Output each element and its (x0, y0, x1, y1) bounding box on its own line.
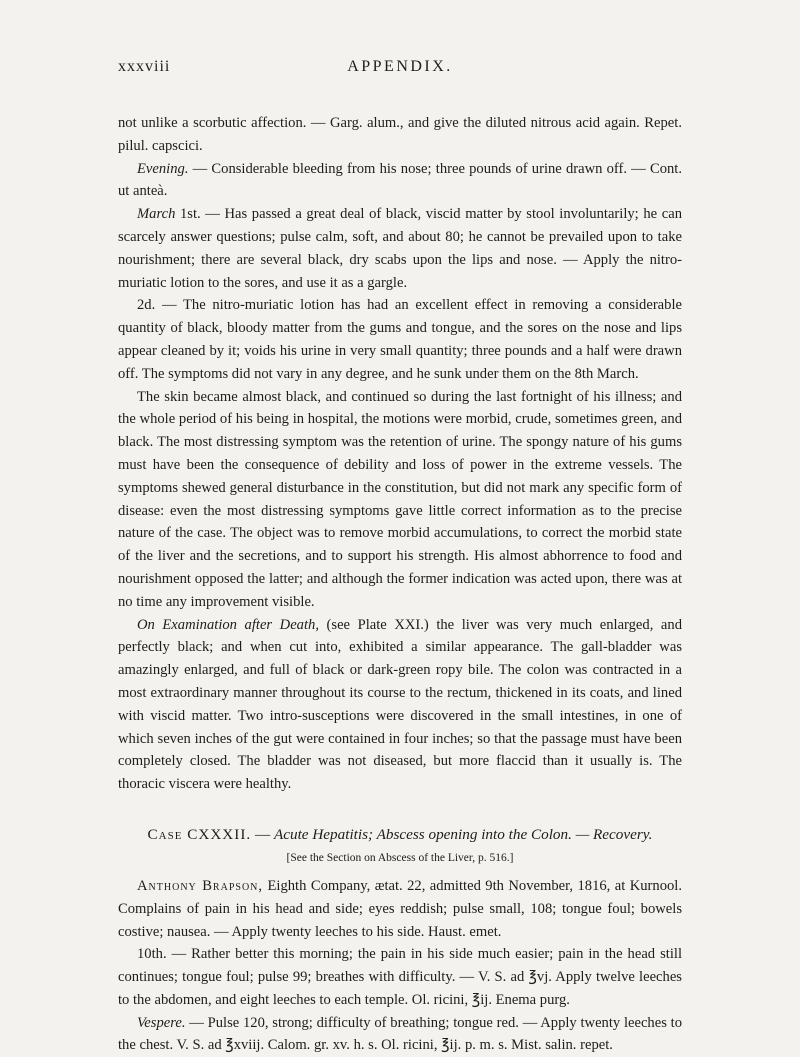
page-number: xxxviii (118, 58, 171, 75)
paragraph-text: — Considerable bleeding from his nose; three pounds of urine drawn off. — Cont. ut anteà. (118, 160, 682, 200)
paragraph (118, 386, 682, 614)
case-title: Acute Hepatitis; Abscess opening into the Colon. — Recovery. (273, 825, 653, 843)
paragraph (118, 158, 682, 204)
body-text (118, 112, 682, 1057)
section-lead: On Examination after Death, (137, 616, 319, 633)
paragraph (118, 614, 682, 796)
entry-date: March (137, 206, 176, 223)
case-heading (118, 824, 682, 846)
patient-name: Anthony Brapson, (137, 877, 264, 894)
entry-date: Evening. (137, 160, 189, 177)
paragraph-text: 1st. — Has passed a great deal of black, viscid matter by stool involuntarily; he can scarcely answer questions; pulse calm, soft, and about 80; he cannot be prevailed upon to take nourishment; there are several black, dry scabs upon the lips and nose. — Apply the nitro-muriatic lotion to the sores, and use it as a gargle. (118, 206, 682, 291)
case-dash: — (251, 825, 274, 843)
paragraph (118, 943, 682, 1011)
paragraph-text: — Pulse 120, strong; difficulty of breathing; tongue red. — Apply twenty leeches to the chest. V. S. ad ℥xviij. Calom. gr. xv. h. s. Ol. ricini, ℥ij. p. m. s. Mist. salin. repet. (118, 1014, 682, 1054)
paragraph (118, 112, 682, 158)
paragraph-text: 10th. — Rather better this morning; the pain in his side much easier; pain in the head still continues; tongue foul; pulse 99; breathes with difficulty. — V. S. ad ℥vj. Apply twelve leeches to the abdomen, and eight leeches to each temple. Ol. ricini, ℥ij. Enema purg. (118, 946, 682, 1008)
paragraph-text: not unlike a scorbutic affection. — Garg. alum., and give the diluted nitrous acid again. Repet. pilul. capscici. (118, 115, 682, 154)
paragraph-text: 2d. — The nitro-muriatic lotion has had an excellent effect in removing a considerable quantity of black, bloody matter from the gums and tongue, and the sores on the nose and lips appear cleaned by it; voids his urine in very small quantity; three pounds and a half were drawn off. The symptoms did not vary in any degree, and he sunk under them on the 8th March. (118, 297, 682, 382)
running-head: APPENDIX. (347, 58, 453, 75)
paragraph (118, 1012, 682, 1057)
paragraph (118, 875, 682, 943)
case-number: Case CXXXII. (147, 825, 252, 843)
paragraph-text: Eighth Company, ætat. 22, admitted 9th November, 1816, at Kurnool. Complains of pain in his head and side; eyes reddish; pulse small, 108; tongue foul; bowels costive; nausea. — Apply twenty leeches to his side. Haust. emet. (118, 877, 683, 940)
entry-date: Vespere. (137, 1014, 186, 1031)
page-header (118, 58, 682, 82)
cross-reference: [See the Section on Abscess of the Liver, p. 516.] (286, 851, 514, 864)
paragraph-text: (see Plate XXI.) the liver was very much enlarged, and perfectly black; and when cut into, exhibited a similar appearance. The gall-bladder was amazingly enlarged, and full of black or dark-green ropy bile. The colon was contracted in a most extraordinary manner throughout its course to the rectum, thickened in its coats, and lined with viscid matter. Two intro-susceptions were discovered in the small intestines, in one of which seven inches of the gut were contained in four inches; so that the passage must have been completely closed. The bladder was not diseased, but more flaccid than it usually is. The thoracic viscera were healthy. (118, 616, 682, 793)
paragraph (118, 294, 682, 385)
paragraph-text: The skin became almost black, and continued so during the last fortnight of his illness; and the whole period of his being in hospital, the motions were morbid, crude, sometimes green, and black. The most distressing symptom was the retention of urine. The spongy nature of his gums must have been the consequence of debility and loss of power in the extreme vessels. The symptoms shewed general disturbance in the constitution, but did not mark any specific form of disease: even the most distressing symptoms gave little correct information as to the precise nature of the case. The object was to remove morbid accumulations, to correct the morbid state of the liver and the secretions, and to support his strength. His almost abhorrence to food and nourishment opposed the latter; and although the former indication was acted upon, there was at no time any improvement visible. (118, 388, 682, 610)
paragraph (118, 203, 682, 294)
